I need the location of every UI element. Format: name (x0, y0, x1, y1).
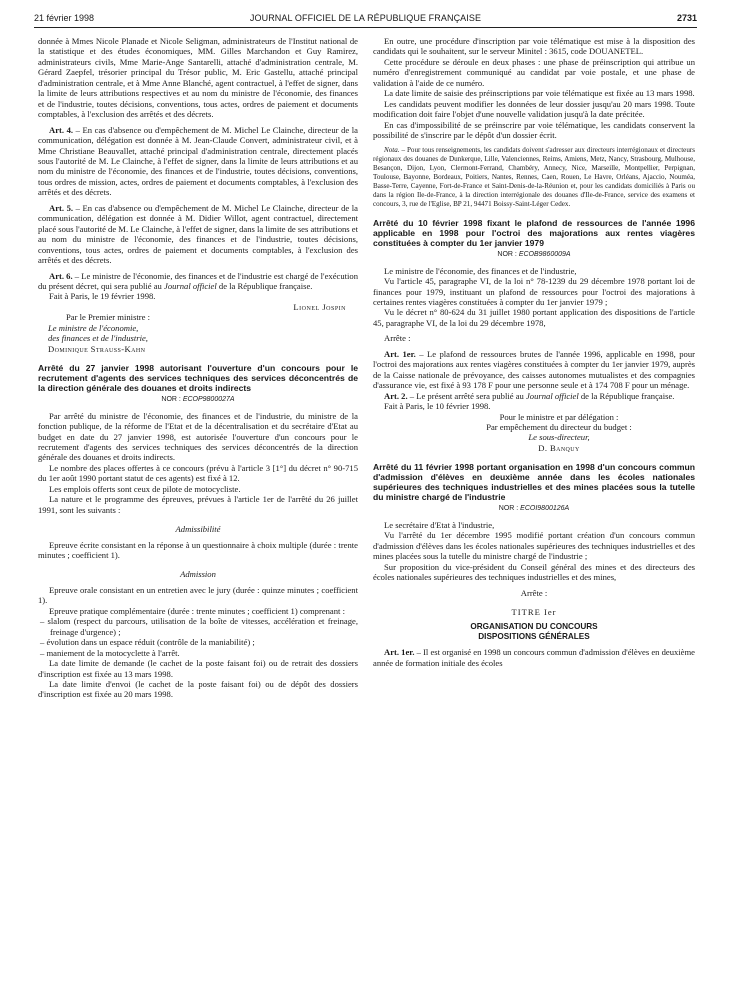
journal-title: JOURNAL OFFICIEL DE LA RÉPUBLIQUE FRANÇAISE (249, 13, 482, 23)
article-2: Art. 2. – Le présent arrêté sera publié au Journal officiel de la République française. (384, 390, 675, 401)
paragraph: Le nombre des places offertes à ce concours (prévu à l'article 3 [1°] du décret n° 90-715 du 1er août 1990 portant statut de ces agents) est fixé à 12. (38, 462, 358, 484)
header-rule (34, 27, 697, 28)
nota: Nota. – Pour tous renseignements, les candidats doivent s'adresser aux directeurs interrégionaux et directeurs régionaux des douanes de Dunkerque, Lille, Valenciennes, Reims, Amiens, Metz, Nancy, Strasbourg, Mulhouse, Besançon, Dijon, Lyon, Clermont-Ferrand, Chambéry, Annecy, Nice, Marseille, Montpellier, Perpignan, Toulouse, Bayonne, Bordeaux, Poitiers, Nantes, Rennes, Caen, Rouen, Le Havre, Orléans, Ajaccio, Nouméa, Basse-Terre, Cayenne, Fort-de-France et Saint-Denis-de-la-Réunion et, pour les candidats domiciliés à Paris ou dans la région Ile-de-France, à la direction interrégionale des douanes d'Ile-de-France, service des examens et concours, 3, rue de l'Eglise, BP 21, 94471 Boissy-Saint-Léger Cedex. (373, 145, 695, 209)
list-item: – slalom (respect du parcours, utilisation de la boîte de vitesses, accélération et freinage, freinage d'urgence) ; (40, 616, 358, 637)
paragraph: Le ministre de l'économie, des finances et de l'industrie, (384, 265, 577, 276)
sous-directeur: Le sous-directeur, (528, 432, 590, 443)
section-admission: Admission (180, 569, 216, 580)
list-item: – maniement de la motocyclette à l'arrêt. (40, 647, 180, 658)
article-6: Art. 6. – Le ministre de l'économie, des finances et de l'industrie est chargé de l'exécution du présent décret, qui sera publié au Journal officiel de la République française. (38, 270, 359, 291)
paragraph: La date limite d'envoi (le cachet de la poste faisant foi) ou de dépôt des dossiers d'inscription est fixée au 20 mars 1998. (38, 679, 358, 700)
paragraph: En cas d'impossibilité de se préinscrire par voie télématique, les candidats conservent la possibilité de s'inscrire par le dépôt d'un dossier écrit. (373, 119, 695, 141)
list-item: – évolution dans un espace réduit (contrôle de la maniabilité) ; (40, 637, 255, 648)
section-admissibilite: Admissibilité (175, 524, 221, 535)
article-5: Art. 5. – En cas d'absence ou d'empêchement de M. Michel Le Clainche, directeur de la communication, délégation est donnée à M. Didier Willot, agent contractuel, directement placé sous l'autorité de M. Le Clainche, à l'effet de signer, dans la limite de ses attributions et au nom du ministre de l'économie, des finances et de l'industrie, toutes décisions, conventions, tous actes, ordres de paiement et documents comptables, à l'exclusion des arrêtés et des décrets. (38, 202, 358, 266)
article-1: Art. 1er. – Le plafond de ressources brutes de l'année 1996, applicable en 1998, pour l'octroi des majorations aux rentes viagères constituées à compter du 1er janvier 1979, auprès de la Caisse nationale de prévoyance, des caisses autonomes mutualistes et des compagnies d'assurance vie, est fixé à 93 178 F pour une personne seule et à 174 708 F pour un ménage. (373, 348, 695, 391)
article-label: Art. 2. (384, 390, 408, 401)
par-empechement: Par empêchement du directeur du budget : (486, 421, 632, 432)
paragraph: Par arrêté du ministre de l'économie, des finances et de l'industrie, du ministre de la fonction publique, de la réforme de l'Etat et de la décentralisation et du secrétaire d'Etat au budget en date du 27 janvier 1998, est autorisée l'ouverture d'un concours pour le recrutement d'agents des services techniques des services déconcentrés de la direction générale des douanes et droits indirects. (38, 410, 358, 463)
par-le-premier-ministre: Par le Premier ministre : (66, 312, 151, 323)
paragraph: Epreuve écrite consistant en la réponse à un questionnaire à choix multiple (durée : trente minutes ; coefficient 1). (38, 539, 358, 561)
nor-reference: NOR : ECOB9860009A (497, 251, 571, 259)
article-4: Art. 4. – En cas d'absence ou d'empêchement de M. Michel Le Clainche, directeur de la communication, délégation est donnée à M. Jean-Claude Convert, administrateur civil, et à Mme Christiane Beauvallet, attaché principal d'administration centrale, directement placés sous l'autorité de M. Le Clainche, à l'effet de signer, dans la limite de leurs attributions et au nom du ministre de l'économie, des finances et de l'industrie, toutes décisions, conventions, tous ordres de mission, actes, ordres de paiement et documents comptables, à l'exclusion des arrêtés et des décrets. (38, 124, 358, 198)
arrete-title: Arrêté du 11 février 1998 portant organisation en 1998 d'un concours commun d'admission d'élèves en deuxième année dans les écoles nationales supérieures des techniques industrielles et des mines placées sous la tutelle du ministre chargé de l'industrie (373, 462, 695, 503)
paragraph: Epreuve pratique complémentaire (durée : trente minutes ; coefficient 1) comprenant : (49, 605, 345, 616)
header-date: 21 février 1998 (34, 13, 95, 23)
paragraph: Vu l'arrêté du 1er décembre 1995 modifié portant création d'un concours commun d'admission d'élèves dans les écoles nationales supérieures des techniques industrielles et des mines placées sous la tutelle du ministre chargé de l'industrie ; (373, 530, 695, 562)
minister-title: des finances et de l'industrie, (48, 333, 148, 344)
paragraph: La date limite de saisie des préinscriptions par voie télématique est fixée au 13 mars 1998. (384, 88, 695, 99)
paragraph: Les emplois offerts sont ceux de pilote de motocycliste. (49, 483, 241, 494)
right-column (373, 36, 695, 668)
fait-a-paris: Fait à Paris, le 10 février 1998. (384, 401, 491, 412)
arrete-title: Arrêté du 27 janvier 1998 autorisant l'ouverture d'un concours pour le recrutement d'agents des services techniques des services déconcentrés de la direction générale des douanes et droits indirects (38, 363, 358, 394)
paragraph: Sur proposition du vice-président du Conseil général des mines et des directeurs des écoles nationales supérieures des techniques industrielles et des mines, (373, 561, 695, 583)
signature-banquy: D. Banquy (538, 442, 580, 453)
arrete-word: Arrête : (384, 333, 411, 344)
paragraph: Le secrétaire d'Etat à l'industrie, (384, 519, 495, 530)
paragraph: Cette procédure se déroule en deux phases : une phase de préinscription qui attribue un numéro d'enregistrement communiqué au candidat par voie postale, et une phase de validation à l'aide de ce numéro. (373, 56, 695, 88)
signature-jospin: Lionel Jospin (293, 301, 346, 312)
page-header (34, 11, 697, 25)
paragraph: donnée à Mmes Nicole Planade et Nicole Seligman, administrateurs de l'Institut national de la statistique et des études économiques, MM. Gilles Marchandon et Guy Ramirez, administrateurs civils, Mme Marie-Ange Santarelli, attaché d'administration centrale, M. Gérard Zaepfel, trésorier principal du Trésor public, M. Eric Gastellu, attaché principal d'administration centrale, et à Mme Anne Blanché, agent contractuel, à l'effet de signer, dans la limite de leurs attributions respectives et au nom du ministre de l'économie, des finances et de l'industrie, toutes décisions, conventions, tous actes, ordres de paiement et documents comptables, à l'exclusion des arrêtés et des décrets. (38, 36, 358, 120)
article-label: Art. 1er. (384, 647, 415, 658)
paragraph: Les candidats peuvent modifier les données de leur dossier jusqu'au 20 mars 1998. Toute modification doit faire l'objet d'une nouvelle validation jusqu'à la date précitée. (373, 98, 695, 120)
article-label: Art. 5. (49, 202, 74, 213)
paragraph: Vu le décret n° 80-624 du 31 juillet 1980 portant application des dispositions de l'article 45, paragraphe VI, de la loi du 29 décembre 1978, (373, 307, 695, 328)
epreuve-list (38, 616, 358, 658)
article-label: Art. 4. (49, 124, 74, 135)
nor-reference: NOR : ECOP9800027A (161, 396, 235, 404)
article-label: Art. 6. (49, 270, 73, 281)
page-number: 2731 (676, 13, 697, 23)
fait-a-paris: Fait à Paris, le 19 février 1998. (49, 291, 156, 302)
paragraph: En outre, une procédure d'inscription par voie télématique est mise à la disposition des candidats qui le souhaitent, sur le serveur Minitel : 3615, code DOUANETEL. (373, 36, 695, 57)
article-1: Art. 1er. – Il est organisé en 1998 un concours commun d'admission d'élèves en deuxième année de formation initiale des écoles (373, 647, 695, 668)
signature-strauss-kahn: Dominique Strauss-Kahn (48, 343, 146, 354)
nor-reference: NOR : ECOI9800126A (498, 505, 570, 513)
paragraph: Epreuve orale consistant en un entretien avec le jury (durée : quinze minutes ; coefficient 1). (38, 584, 358, 606)
arrete-word: Arrête : (520, 587, 548, 598)
pour-le-ministre: Pour le ministre et par délégation : (499, 411, 619, 422)
paragraph: La date limite de demande (le cachet de la poste faisant foi) ou de retrait des dossiers d'inscription est fixée au 13 mars 1998. (38, 658, 358, 679)
paragraph: Vu l'article 45, paragraphe VI, de la loi n° 78-1239 du 29 décembre 1978 portant loi de finances pour 1979, instituant un plafond de ressources pour l'octroi des majorations à certaines rentes viagères constituées à compter du 1er janvier 1979 ; (373, 276, 695, 307)
arrete-title: Arrêté du 10 février 1998 fixant le plafond de ressources de l'année 1996 applicable en 1998 pour l'octroi des majorations aux rentes viagères constituées à compter du 1er janvier 1979 (373, 218, 695, 249)
titre-subheading: DISPOSITIONS GÉNÉRALES (478, 632, 590, 642)
left-column (38, 36, 358, 700)
paragraph: La nature et le programme des épreuves, prévues à l'article 1er de l'arrêté du 26 juillet 1991, sont les suivants : (38, 494, 358, 515)
article-label: Art. 1er. (384, 348, 416, 359)
minister-title: Le ministre de l'économie, (48, 322, 139, 333)
titre-subheading: ORGANISATION DU CONCOURS (470, 622, 598, 632)
titre-heading: TITRE Ier (511, 606, 557, 617)
